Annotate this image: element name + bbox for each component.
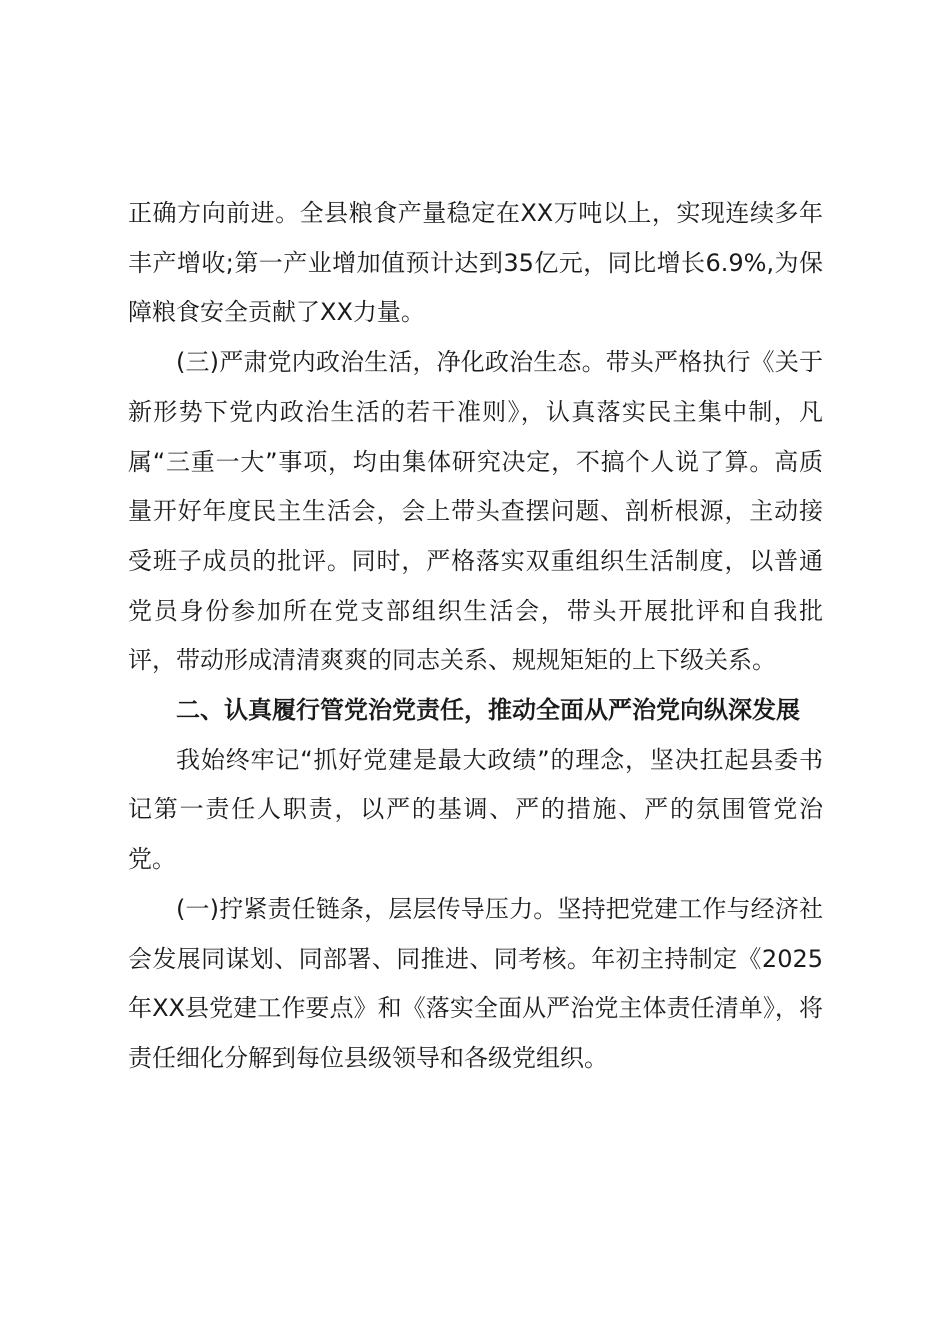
paragraph-section-two-intro: 我始终牢记“抓好党建是最大政绩”的理念，坚决扛起县委书记第一责任人职责，以严的基调、严的措施、严的氛围管党治党。 bbox=[128, 745, 823, 874]
paragraph-continuation: 正确方向前进。全县粮食产量稳定在XX万吨以上，实现连续多年丰产增收;第一产业增加值预计达到35亿元，同比增长6.9%,为保障粮食安全贡献了XX力量。 bbox=[128, 199, 823, 327]
paragraph-subsection-one: (一)拧紧责任链条，层层传导压力。坚持把党建工作与经济社会发展同谋划、同部署、同推进、同考核。年初主持制定《2025年XX县党建工作要点》和《落实全面从严治党主体责任清单》，将责任细化分解到每位县级领导和各级党组织。 bbox=[128, 894, 823, 1072]
paragraph-section-three: (三)严肃党内政治生活，净化政治生态。带头严格执行《关于新形势下党内政治生活的若干准则》，认真落实民主集中制，凡属“三重一大”事项，均由集体研究决定，不搞个人说了算。高质量开好年度民主生活会，会上带头查摆问题、剖析根源，主动接受班子成员的批评。同时，严格落实双重组织生活制度，以普通党员身份参加所在党支部组织生活会，带头开展批评和自我批评，带动形成清清爽爽的同志关系、规规矩矩的上下级关系。 bbox=[128, 348, 823, 675]
section-heading-two: 二、认真履行管党治党责任，推动全面从严治党向纵深发展 bbox=[176, 696, 800, 725]
document-body bbox=[128, 189, 823, 1084]
